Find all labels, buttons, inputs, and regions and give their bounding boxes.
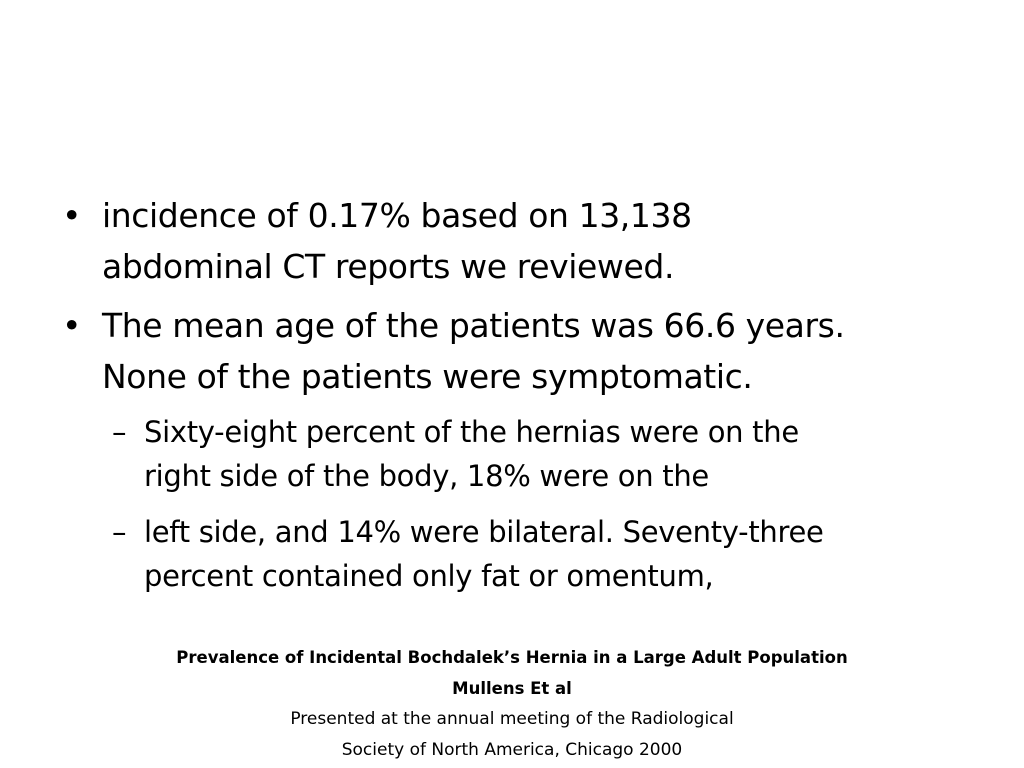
citation-authors: Mullens Et al [452, 679, 572, 698]
bullet-text [102, 190, 960, 292]
sub-bullet-text [144, 410, 960, 498]
citation-venue-line: Presented at the annual meeting of the Radiological [290, 709, 734, 729]
sub-bullet-line: right side of the body, 18% were on the [144, 459, 709, 493]
sub-bullet-item-right-side [112, 410, 960, 498]
sub-bullet-marker: – [112, 415, 127, 449]
citation-block [0, 642, 1024, 766]
bullet-marker: • [62, 196, 82, 235]
citation-venue-line: Society of North America, Chicago 2000 [341, 740, 683, 760]
sub-bullet-item-left-side [112, 510, 960, 598]
sub-bullet-line: left side, and 14% were bilateral. Seventy-three [144, 515, 824, 549]
sub-bullet-marker: – [112, 515, 127, 549]
bullet-line: The mean age of the patients was 66.6 years. [102, 306, 845, 345]
bullet-item-mean-age [60, 300, 960, 402]
sub-bullet-text [144, 510, 960, 598]
bullet-text [102, 300, 960, 402]
bullet-line: incidence of 0.17% based on 13,138 [102, 196, 692, 235]
sub-bullet-line: Sixty-eight percent of the hernias were on the [144, 415, 799, 449]
citation-title: Prevalence of Incidental Bochdalek’s Hernia in a Large Adult Population [176, 648, 848, 667]
sub-bullet-line: percent contained only fat or omentum, [144, 559, 714, 593]
bullet-item-incidence [60, 190, 960, 292]
bullet-line: None of the patients were symptomatic. [102, 357, 753, 396]
bullet-marker: • [62, 306, 82, 345]
bullet-line: abdominal CT reports we reviewed. [102, 247, 675, 286]
bullet-list [60, 190, 960, 610]
